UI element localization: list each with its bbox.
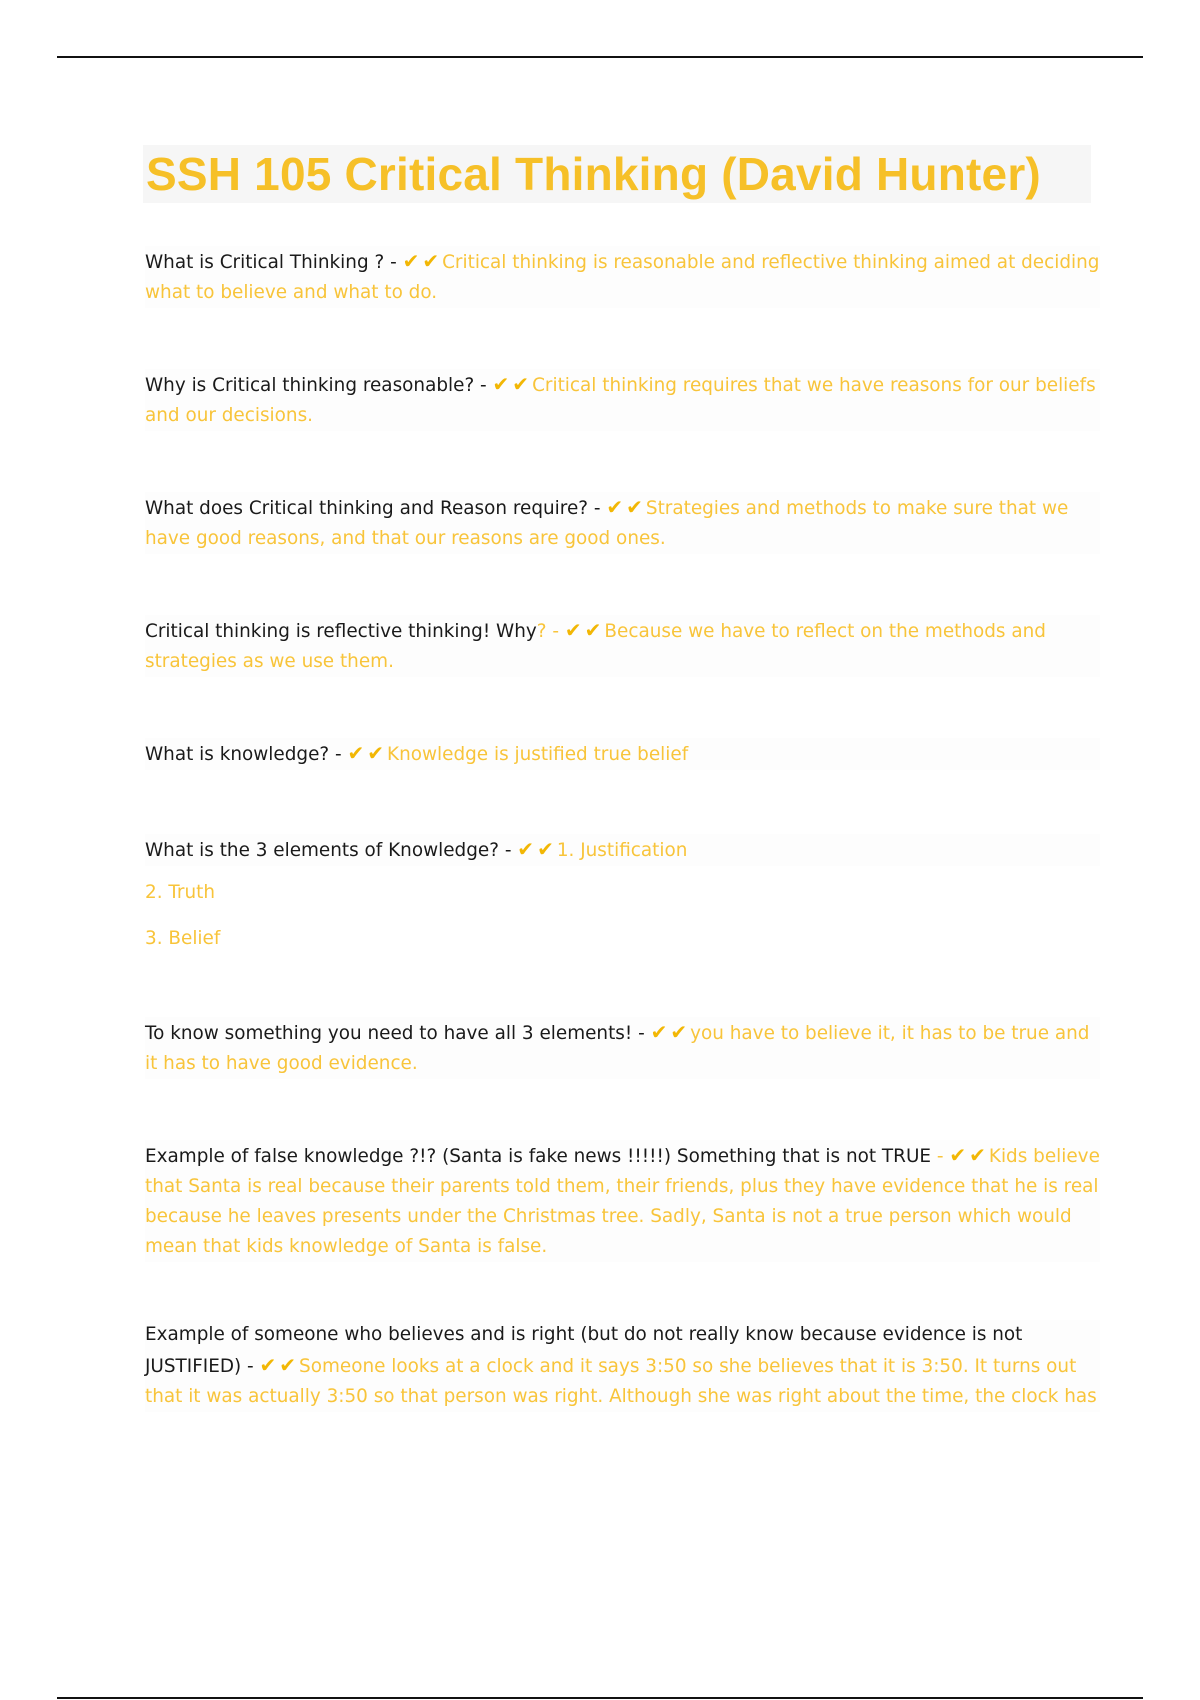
answer-text: Critical thinking requires that we have reasons for our beliefs and our decisions. bbox=[145, 375, 1096, 426]
question-text: To know something you need to have all 3 elements! bbox=[145, 1023, 633, 1044]
separator: - bbox=[498, 840, 518, 861]
question-text: Critical thinking is reflective thinking! Why bbox=[145, 621, 537, 642]
check-icon: ✔ bbox=[279, 1353, 297, 1377]
check-icon: ✔ bbox=[347, 741, 365, 765]
check-icon: ✔ bbox=[650, 1020, 668, 1044]
answer-text: Someone looks at a clock and it says 3:50 so she believes that it is 3:50. It turns out that it was actually 3:50 so that person was right. Although she was right about the time, the clock has bbox=[145, 1356, 1097, 1407]
check-icon: ✔ bbox=[537, 837, 554, 861]
qa-item bbox=[145, 1140, 1100, 1262]
question-text: What is Critical Thinking ? bbox=[145, 252, 385, 273]
question-text: Why is Critical thinking reasonable? bbox=[145, 375, 475, 396]
separator: - bbox=[588, 498, 607, 519]
question-text: What is knowledge? bbox=[145, 744, 330, 765]
check-icon: ✔ bbox=[492, 372, 510, 396]
answer-list-item: 2. Truth bbox=[145, 882, 216, 903]
check-icon: ✔ bbox=[949, 1143, 967, 1167]
qa-item bbox=[145, 738, 1100, 770]
bottom-rule bbox=[57, 1697, 1143, 1699]
separator: ? - bbox=[536, 621, 565, 642]
answer-text: 1. Justification bbox=[556, 840, 688, 861]
question-text: What does Critical thinking and Reason require? bbox=[145, 498, 589, 519]
separator: - bbox=[931, 1146, 950, 1167]
separator: - bbox=[632, 1023, 651, 1044]
check-icon: ✔ bbox=[259, 1353, 277, 1377]
top-rule bbox=[57, 56, 1143, 58]
answer-text: Kids believe that Santa is real because their parents told them, their friends, plus they have evidence that he is real because he leaves presents under the Christmas tree. Sadly, Santa is not a true person which would mean that kids knowledge of Santa is false. bbox=[145, 1146, 1100, 1257]
answer-text: Knowledge is justified true belief bbox=[387, 744, 689, 765]
check-icon: ✔ bbox=[626, 495, 643, 519]
answer-text: you have to believe it, it has to be true and it has to have good evidence. bbox=[145, 1023, 1090, 1074]
answer-text: Because we have to reflect on the methods and strategies as we use them. bbox=[145, 621, 1046, 672]
qa-item bbox=[145, 615, 1100, 677]
check-icon: ✔ bbox=[402, 249, 420, 273]
qa-item bbox=[145, 369, 1100, 431]
check-icon: ✔ bbox=[584, 618, 602, 642]
answer-list-item: 3. Belief bbox=[145, 928, 221, 949]
separator: - bbox=[384, 252, 403, 273]
check-icon: ✔ bbox=[517, 837, 535, 861]
check-icon: ✔ bbox=[969, 1143, 986, 1167]
answer-text: Critical thinking is reasonable and reflective thinking aimed at deciding what to believe and what to do. bbox=[145, 252, 1100, 303]
check-icon: ✔ bbox=[564, 618, 582, 642]
check-icon: ✔ bbox=[367, 741, 385, 765]
check-icon: ✔ bbox=[606, 495, 624, 519]
qa-item bbox=[145, 1320, 1100, 1412]
separator: - bbox=[329, 744, 348, 765]
check-icon: ✔ bbox=[670, 1020, 688, 1044]
page-title: SSH 105 Critical Thinking (David Hunter) bbox=[146, 148, 1041, 200]
qa-item bbox=[145, 1017, 1100, 1079]
question-text: Example of someone who believes and is right (but do not really know because evidence is not JUSTIFIED) bbox=[145, 1324, 1023, 1377]
check-icon: ✔ bbox=[422, 249, 440, 273]
question-text: Example of false knowledge ?!? (Santa is fake news !!!!!) Something that is not TRUE bbox=[145, 1146, 932, 1167]
qa-item bbox=[145, 492, 1100, 554]
check-icon: ✔ bbox=[512, 372, 530, 396]
answer-text: Strategies and methods to make sure that we have good reasons, and that our reasons are good ones. bbox=[145, 498, 1069, 549]
qa-item bbox=[145, 246, 1100, 308]
separator: - bbox=[474, 375, 493, 396]
question-text: What is the 3 elements of Knowledge? bbox=[145, 840, 499, 861]
qa-item bbox=[145, 834, 1100, 866]
separator: - bbox=[241, 1356, 260, 1377]
